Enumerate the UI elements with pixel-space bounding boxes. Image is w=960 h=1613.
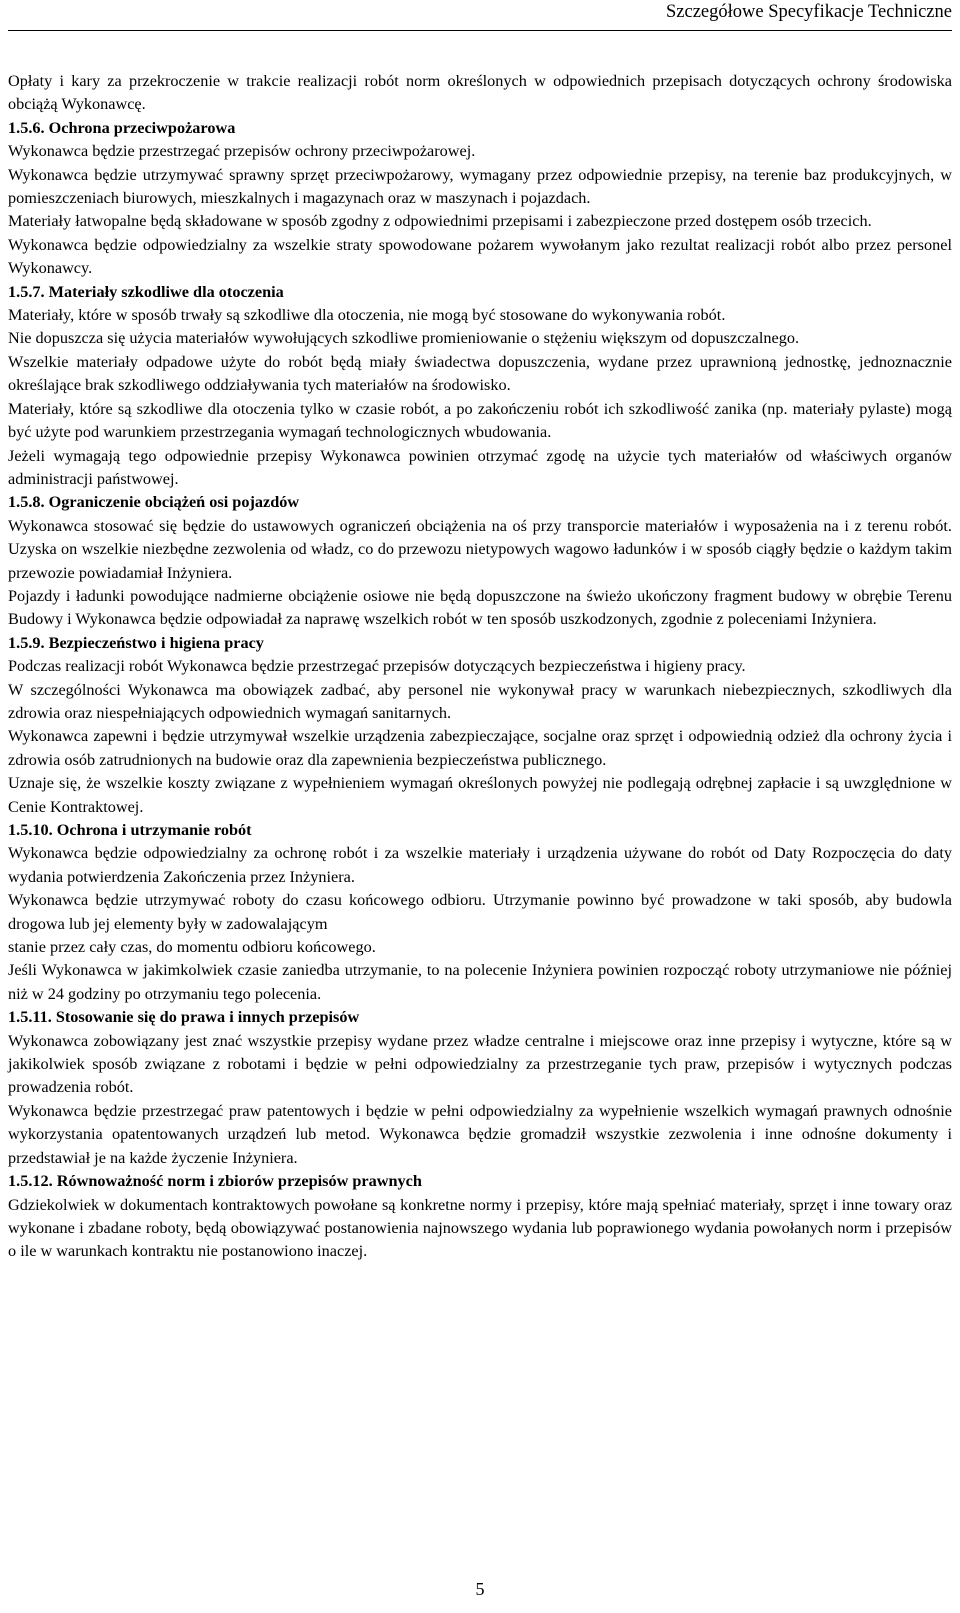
body-paragraph: Uznaje się, że wszelkie koszty związane z wypełnieniem wymagań określonych powyżej nie podlegają odrębnej zapłacie i są uwzględnione w Cenie Kontraktowej. [8,774,952,816]
header-title: Szczegółowe Specyfikacje Techniczne [665,2,952,22]
section-heading: 1.5.6. Ochrona przeciwpożarowa [8,118,236,137]
body-paragraph: W szczególności Wykonawca ma obowiązek zadbać, aby personel nie wykonywał pracy w warunkach niebezpiecznych, szkodliwych dla zdrowia oraz niespełniających odpowiednich wymagań sanitarnych. [8,680,952,722]
body-paragraph: Pojazdy i ładunki powodujące nadmierne obciążenie osiowe nie będą dopuszczone na świeżo ukończony fragment budowy w obrębie Terenu Budowy i Wykonawca będzie odpowiadał za naprawę wszelkich robót w ten sposób uszkodzonych, zgodnie z poleceniami Inżyniera. [8,586,952,629]
body-paragraph: Jeśli Wykonawca w jakimkolwiek czasie zaniedba utrzymanie, to na polecenie Inżyniera powinien rozpocząć roboty utrzymaniowe nie później niż w 24 godziny po otrzymaniu tego polecenia. [8,961,952,1003]
body-paragraph: Wszelkie materiały odpadowe użyte do robót będą miały świadectwa dopuszczenia, wydane przez uprawnioną jednostkę, jednoznacznie określające brak szkodliwego oddziaływania tych materiałów na środowisko. [8,352,952,395]
body-paragraph: Wykonawca będzie utrzymywać sprawny sprzęt przeciwpożarowy, wymagany przez odpowiednie przepisy, na terenie baz produkcyjnych, w pomieszczeniach biurowych, mieszkalnych i magazynach oraz w maszynach i pojazdach. [8,165,952,208]
body-paragraph: Wykonawca stosować się będzie do ustawowych ograniczeń obciążenia na oś przy transporcie materiałów i wyposażenia na i z terenu robót. Uzyska on wszelkie niezbędne zezwolenia od władz, co do przewozu nietypowych wagowo ładunków i w sposób ciągły będzie o każdym takim przewozie powiadamiał Inżyniera. [8,516,952,582]
page-number: 5 [475,1579,485,1599]
section-heading: 1.5.8. Ograniczenie obciążeń osi pojazdów [8,493,300,512]
body-paragraph: Wykonawca zapewni i będzie utrzymywał wszelkie urządzenia zabezpieczające, socjalne oraz sprzęt i odpowiednią odzież dla ochrony życia i zdrowia osób zatrudnionych na budowie oraz dla zapewnienia bezpieczeństwa publicznego. [8,727,952,769]
body-paragraph: Jeżeli wymagają tego odpowiednie przepisy Wykonawca powinien otrzymać zgodę na użycie tych materiałów od właściwych organów administracji państwowej. [8,446,952,488]
header-rule [8,30,952,31]
body-paragraph: Wykonawca będzie odpowiedzialny za wszelkie straty spowodowane pożarem wywołanym jako rezultat realizacji robót albo przez personel Wykonawcy. [8,235,952,278]
body-paragraph: Podczas realizacji robót Wykonawca będzie przestrzegać przepisów dotyczących bezpieczeństwa i higieny pracy. [8,657,746,676]
body-paragraph: Materiały łatwopalne będą składowane w sposób zgodny z odpowiednimi przepisami i zabezpieczone przed dostępem osób trzecich. [8,212,872,231]
body-paragraph: Wykonawca będzie utrzymywać roboty do czasu końcowego odbioru. Utrzymanie powinno być prowadzone w taki sposób, aby budowla drogowa lub jej elementy były w zadowalającym stanie przez cały czas, do momentu odbioru końcowego. [8,891,952,957]
body-paragraph: Opłaty i kary za przekroczenie w trakcie realizacji robót norm określonych w odpowiednich przepisach dotyczących ochrony środowiska obciążą Wykonawcę. [8,72,952,114]
section-heading: 1.5.9. Bezpieczeństwo i higiena pracy [8,633,264,652]
body-paragraph: Gdziekolwiek w dokumentach kontraktowych powołane są konkretne normy i przepisy, które mają spełniać materiały, sprzęt i inne towary oraz wykonane i zbadane roboty, będą obowiązywać postanowienia najnowszego wydania lub poprawionego wydania powołanych norm i przepisów o ile w warunkach kontraktu nie postanowiono inaczej. [8,1195,952,1261]
body-paragraph: Wykonawca będzie przestrzegać praw patentowych i będzie w pełni odpowiedzialny za wypełnienie wszelkich wymagań prawnych odnośnie wykorzystania opatentowanych urządzeń lub metod. Wykonawca będzie gromadził wszystkie zezwolenia i inne odnośne dokumenty i przedstawiał je na każde życzenie Inżyniera. [8,1101,952,1167]
section-heading: 1.5.11. Stosowanie się do prawa i innych przepisów [8,1008,360,1027]
body-paragraph: Wykonawca zobowiązany jest znać wszystkie przepisy wydane przez władze centralne i miejscowe oraz inne przepisy i wytyczne, które są w jakikolwiek sposób związane z robotami i będzie w pełni odpowiedzialny za przestrzeganie tych praw, przepisów i wytycznych podczas prowadzenia robót. [8,1031,952,1097]
section-heading: 1.5.12. Równoważność norm i zbiorów przepisów prawnych [8,1172,422,1191]
body-paragraph: Wykonawca będzie przestrzegać przepisów ochrony przeciwpożarowej. [8,142,476,161]
section-heading: 1.5.7. Materiały szkodliwe dla otoczenia [8,282,284,301]
section-heading: 1.5.10. Ochrona i utrzymanie robót [8,821,252,839]
body-paragraph: Nie dopuszcza się użycia materiałów wywołujących szkodliwe promieniowanie o stężeniu większym od dopuszczalnego. [8,329,800,348]
document-body [8,70,952,1264]
body-paragraph: Materiały, które są szkodliwe dla otoczenia tylko w czasie robót, a po zakończeniu robót ich szkodliwość zanika (np. materiały pylaste) mogą być użyte pod warunkiem przestrzegania wymagań technologicznych wbudowania. [8,399,952,442]
body-paragraph: Materiały, które w sposób trwały są szkodliwe dla otoczenia, nie mogą być stosowane do wykonywania robót. [8,306,726,325]
body-paragraph: Wykonawca będzie odpowiedzialny za ochronę robót i za wszelkie materiały i urządzenia używane do robót od Daty Rozpoczęcia do daty wydania potwierdzenia Zakończenia przez Inżyniera. [8,844,952,886]
page-header [0,0,960,36]
